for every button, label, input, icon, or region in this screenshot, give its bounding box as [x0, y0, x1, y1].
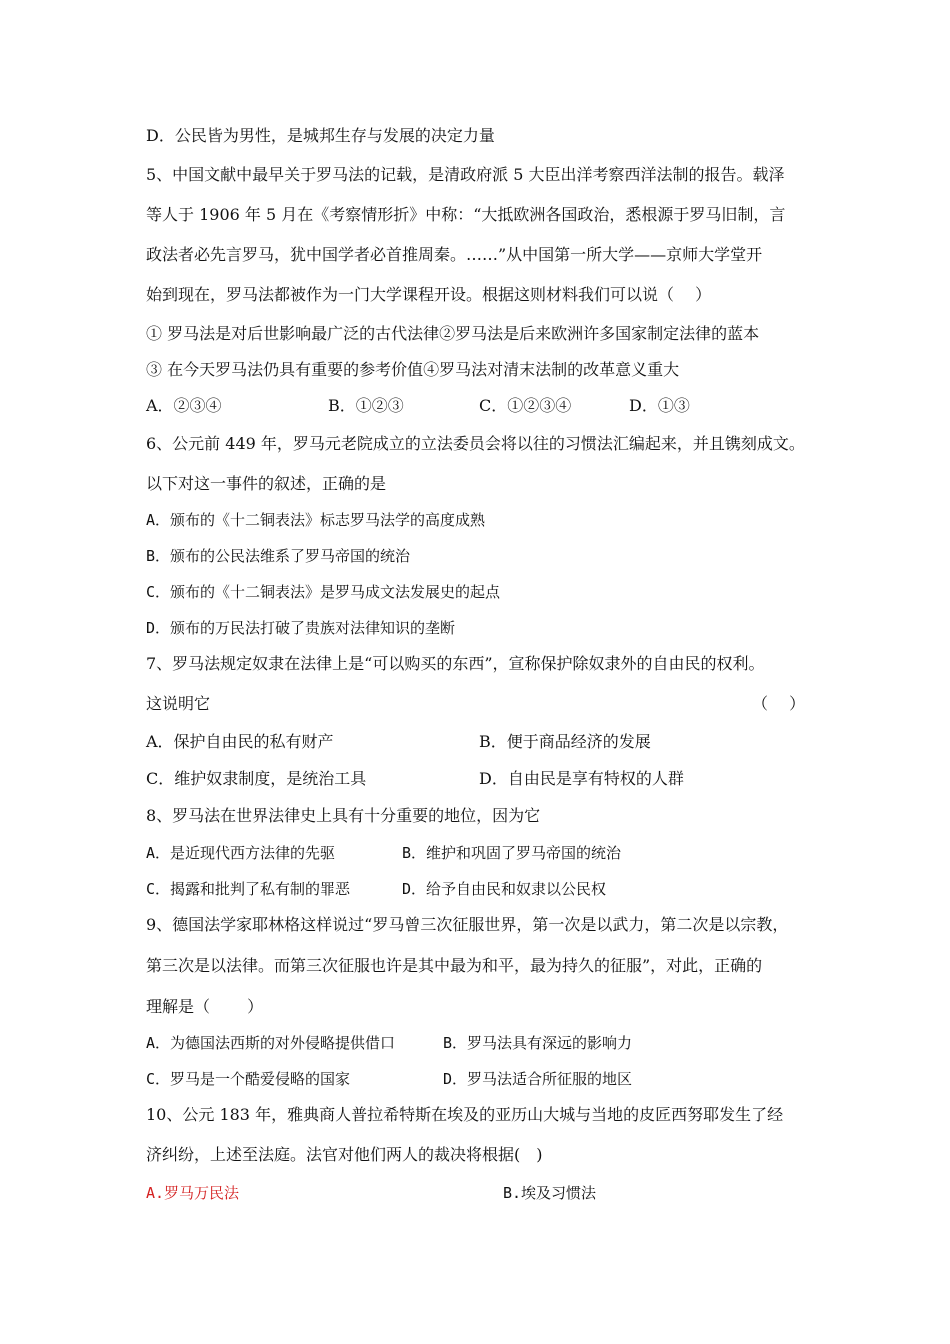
- q10-option-b: B.埃及习惯法: [503, 1184, 597, 1202]
- q5-stem-line-4: 始到现在，罗马法都被作为一门大学课程开设。根据这则材料我们可以说（ ）: [146, 285, 712, 304]
- q6-option-a: A．颁布的《十二铜表法》标志罗马法学的高度成熟: [146, 511, 486, 529]
- q5-option-a: A．②③④: [146, 396, 222, 415]
- q6-option-d: D．颁布的万民法打破了贵族对法律知识的垄断: [146, 619, 456, 637]
- q4-option-d: D．公民皆为男性，是城邦生存与发展的决定力量: [146, 126, 495, 145]
- q5-statement-3-4: ③ 在今天罗马法仍具有重要的参考价值④罗马法对清末法制的改革意义重大: [146, 360, 680, 379]
- q8-option-d: D．给予自由民和奴隶以公民权: [402, 880, 607, 898]
- q7-stem-line-1: 7、罗马法规定奴隶在法律上是“可以购买的东西”，宣称保护除奴隶外的自由民的权利。: [146, 654, 765, 673]
- q9-option-a: A．为德国法西斯的对外侵略提供借口: [146, 1034, 396, 1052]
- q8-option-c: C．揭露和批判了私有制的罪恶: [146, 880, 351, 898]
- q8-option-a: A．是近现代西方法律的先驱: [146, 844, 336, 862]
- q9-option-d: D．罗马法适合所征服的地区: [443, 1070, 633, 1088]
- q5-option-b: B．①②③: [328, 396, 404, 415]
- q9-option-b: B．罗马法具有深远的影响力: [443, 1034, 633, 1052]
- q8-stem: 8、罗马法在世界法律史上具有十分重要的地位，因为它: [146, 806, 541, 825]
- q5-option-d: D．①③: [629, 396, 690, 415]
- q7-option-c: C．维护奴隶制度，是统治工具: [146, 769, 367, 788]
- q6-option-c: C．颁布的《十二铜表法》是罗马成文法发展史的起点: [146, 583, 501, 601]
- q9-stem-line-1: 9、德国法学家耶林格这样说过“罗马曾三次征服世界，第一次是以武力，第二次是以宗教，: [146, 915, 789, 934]
- q9-stem-line-3: 理解是（ ）: [146, 997, 264, 1016]
- q5-option-c: C．①②③④: [479, 396, 572, 415]
- q9-option-c: C．罗马是一个酷爱侵略的国家: [146, 1070, 351, 1088]
- q7-option-d: D．自由民是享有特权的人群: [479, 769, 684, 788]
- q6-stem-line-2: 以下对这一事件的叙述，正确的是: [146, 474, 387, 493]
- q7-answer-bracket: （ ）: [752, 694, 806, 713]
- q5-statement-1-2: ① 罗马法是对后世影响最广泛的古代法律②罗马法是后来欧洲许多国家制定法律的蓝本: [146, 324, 760, 343]
- q10-stem-line-1: 10、公元 183 年，雅典商人普拉希特斯在埃及的亚历山大城与当地的皮匠西努耶发生了经: [146, 1105, 784, 1124]
- q7-option-b: B．便于商品经济的发展: [479, 732, 651, 751]
- q10-stem-line-2: 济纠纷，上述至法庭。法官对他们两人的裁决将根据( ): [146, 1145, 543, 1164]
- q6-option-b: B．颁布的公民法维系了罗马帝国的统治: [146, 547, 411, 565]
- q7-stem-line-2: 这说明它: [146, 694, 211, 713]
- q8-option-b: B．维护和巩固了罗马帝国的统治: [402, 844, 622, 862]
- q10-option-a-answer: A.罗马万民法: [146, 1184, 240, 1202]
- q5-stem-line-1: 5、中国文献中最早关于罗马法的记载，是清政府派 5 大臣出洋考察西洋法制的报告。载泽: [146, 165, 785, 184]
- q5-stem-line-2: 等人于 1906 年 5 月在《考察情形折》中称：“大抵欧洲各国政治，悉根源于罗马旧制，言: [146, 205, 786, 224]
- q9-stem-line-2: 第三次是以法律。而第三次征服也许是其中最为和平，最为持久的征服”，对此，正确的: [146, 956, 763, 975]
- q5-stem-line-3: 政法者必先言罗马，犹中国学者必首推周秦。……”从中国第一所大学——京师大学堂开: [146, 245, 763, 264]
- q6-stem-line-1: 6、公元前 449 年，罗马元老院成立的立法委员会将以往的习惯法汇编起来，并且镌刻成文。: [146, 434, 805, 453]
- q7-option-a: A．保护自由民的私有财产: [146, 732, 334, 751]
